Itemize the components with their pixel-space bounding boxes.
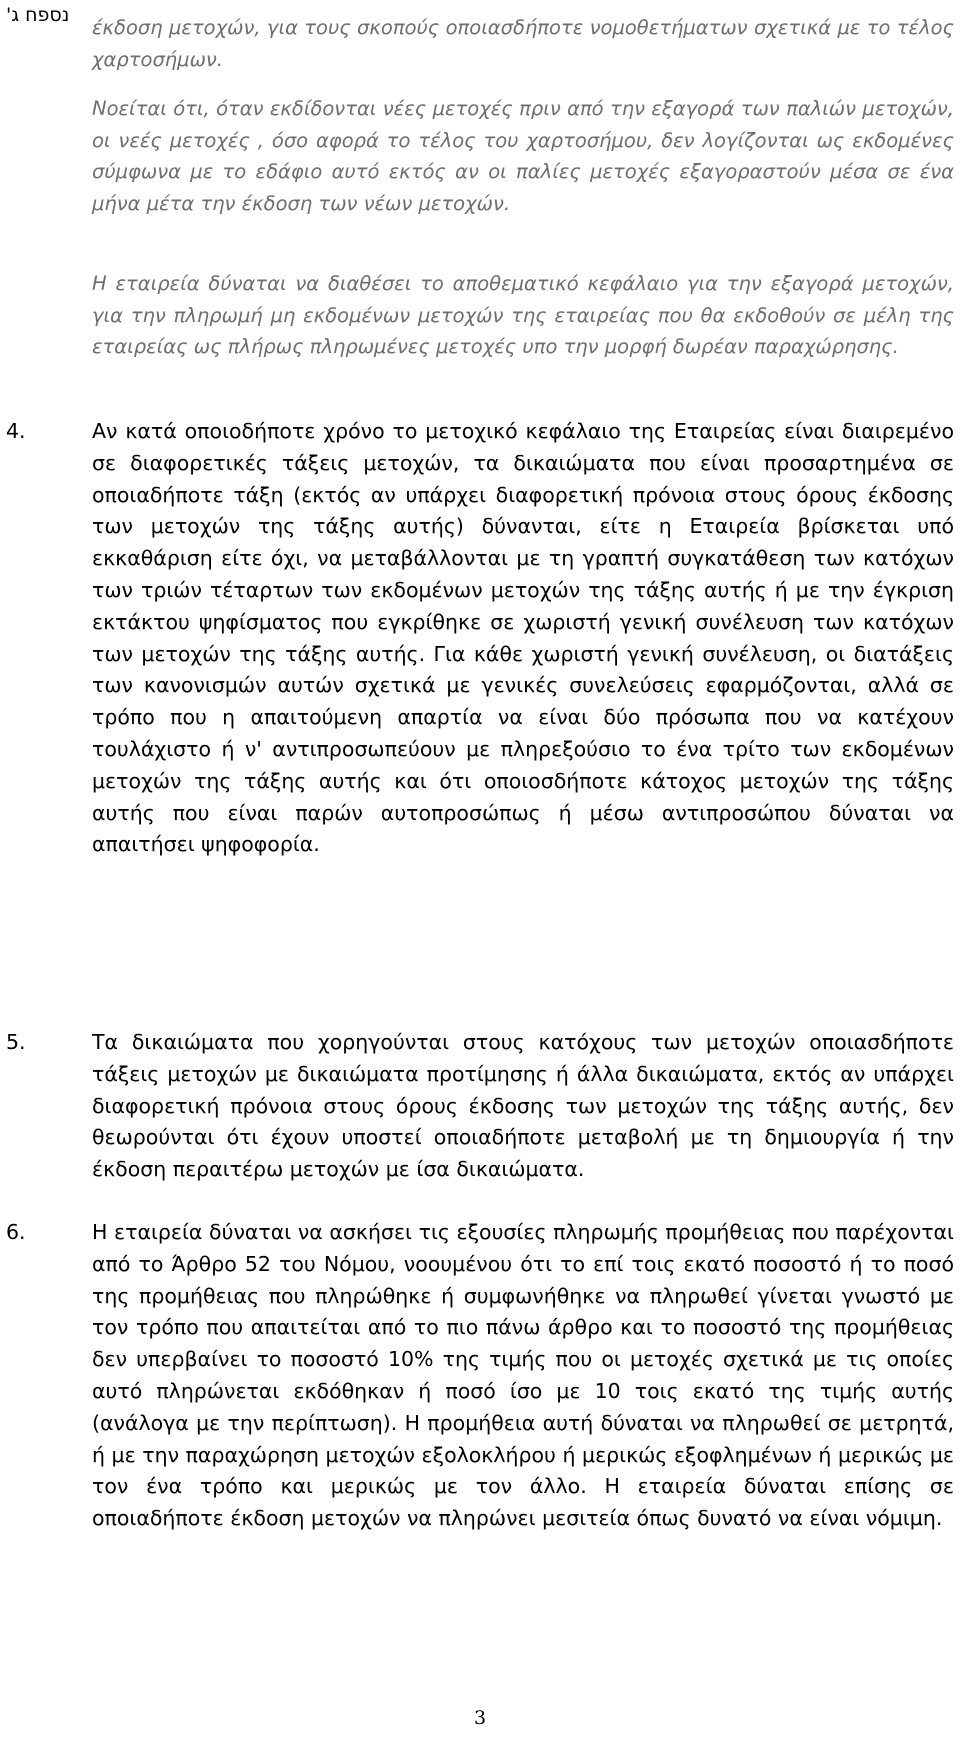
italic-paragraph-1: έκδοση μετοχών, για τους σκοπούς οποιασδήποτε νομοθετήματων σχετικά με το τέλος χαρτοσήμων. (92, 16, 954, 71)
italic-paragraph-2: Νοείται ότι, όταν εκδίδονται νέες μετοχές πριν από την εξαγορά των παλιών μετοχών, οι νεές μετοχές , όσο αφορά το τέλος του χαρτοσήμου, δεν λογίζονται ως εκδομένες σύμφωνα με το εδάφιο αυτό εκτός αν οι παλίες μετοχές εξαγοραστούν μέσα σε ένα μήνα μέτα την έκδοση των νέων μετοχών. (92, 97, 954, 215)
section-number-4: 4. (6, 419, 26, 443)
page-number: 3 (473, 1707, 487, 1729)
section-6-text: Η εταιρεία δύναται να ασκήσει τις εξουσίες πληρωμής προμήθειας που παρέχονται από το Άρθρο 52 του Νόμου, νοουμένου ότι το επί τοις εκατό ποσοστό ή το ποσό της προμήθειας που πληρώθηκε ή συμφωνήθηκε να πληρωθεί γίνεται γνωστό με τον τρόπο που απαιτείται από το πιο πάνω άρθρο και το ποσοστό της προμήθειας δεν υπερβαίνει το ποσοστό 10% της τιμής που οι μετοχές σχετικά με τις οποίες αυτό πληρώνεται εκδόθηκαν ή ποσό ίσο με 10 τοις εκατό της τιμής αυτής (ανάλογα με την περίπτωση). Η προμήθεια αυτή δύναται να πληρωθεί σε μετρητά, ή με την παραχώρηση μετοχών εξολοκλήρου ή μερικώς εξοφλημένων ή μερικώς με τον ένα τρόπο και μερικώς με τον άλλο. Η εταιρεία δύναται επίσης σε οποιαδήποτε έκδοση μετοχών να πληρώνει μεσιτεία όπως δυνατό να είναι νόμιμη. (92, 1220, 954, 1531)
appendix-label: נספח ג' (6, 4, 70, 26)
section-5-text: Τα δικαιώματα που χορηγούνται στους κατόχους των μετοχών οποιασδήποτε τάξεις μετοχών με δικαιώματα προτίμησης ή άλλα δικαιώματα, εκτός αν υπάρχει διαφορετική πρόνοια στους όρους έκδοσης των μετοχών της τάξης αυτής, δεν θεωρούνται ότι έχουν υποστεί οποιαδήποτε μεταβολή με τη δημιουργία ή την έκδοση περαιτέρω μετοχών με ίσα δικαιώματα. (92, 1030, 954, 1182)
italic-paragraph-3: Η εταιρεία δύναται να διαθέσει το αποθεματικό κεφάλαιο για την εξαγορά μετοχών, για την πληρωμή μη εκδομένων μετοχών της εταιρείας που θα εκδοθούν σε μέλη της εταιρείας ως πλήρως πληρωμένες μετοχές υπο την μορφή δωρέαν παραχώρησης. (92, 272, 954, 358)
section-4-text: Αν κατά οποιοδήποτε χρόνο το μετοχικό κεφάλαιο της Εταιρείας είναι διαιρεμένο σε διαφορετικές τάξεις μετοχών, τα δικαιώματα που είναι προσαρτημένα σε οποιαδήποτε τάξη (εκτός αν υπάρχει διαφορετική πρόνοια στους όρους έκδοσης των μετοχών της τάξης αυτής) δύνανται, είτε η Εταιρεία βρίσκεται υπό εκκαθάριση είτε όχι, να μεταβάλλονται με τη γραπτή συγκατάθεση των κατόχων των τριών τέταρτων των εκδομένων μετοχών της τάξης αυτής ή με την έγκριση εκτάκτου ψηφίσματος που εγκρίθηκε σε χωριστή γενική συνέλευση των κατόχων των μετοχών της τάξης αυτής. Για κάθε χωριστή γενική συνέλευση, οι διατάξεις των κανονισμών αυτών σχετικά με γενικές συνελεύσεις εφαρμόζονται, αλλά σε τρόπο που η απαιτούμενη απαρτία να είναι δύο πρόσωπα που να κατέχουν τουλάχιστο ή ν' αντιπροσωπεύουν με πληρεξούσιο το ένα τρίτο των εκδομένων μετοχών της τάξης αυτής και ότι οποιοσδήποτε κάτοχος μετοχών της τάξης αυτής που είναι παρών αυτοπροσώπως ή μέσω αντιπροσώπου δύναται να απαιτήσει ψηφοφορία. (92, 419, 954, 857)
section-number-5: 5. (6, 1030, 26, 1054)
section-number-6: 6. (6, 1220, 26, 1244)
